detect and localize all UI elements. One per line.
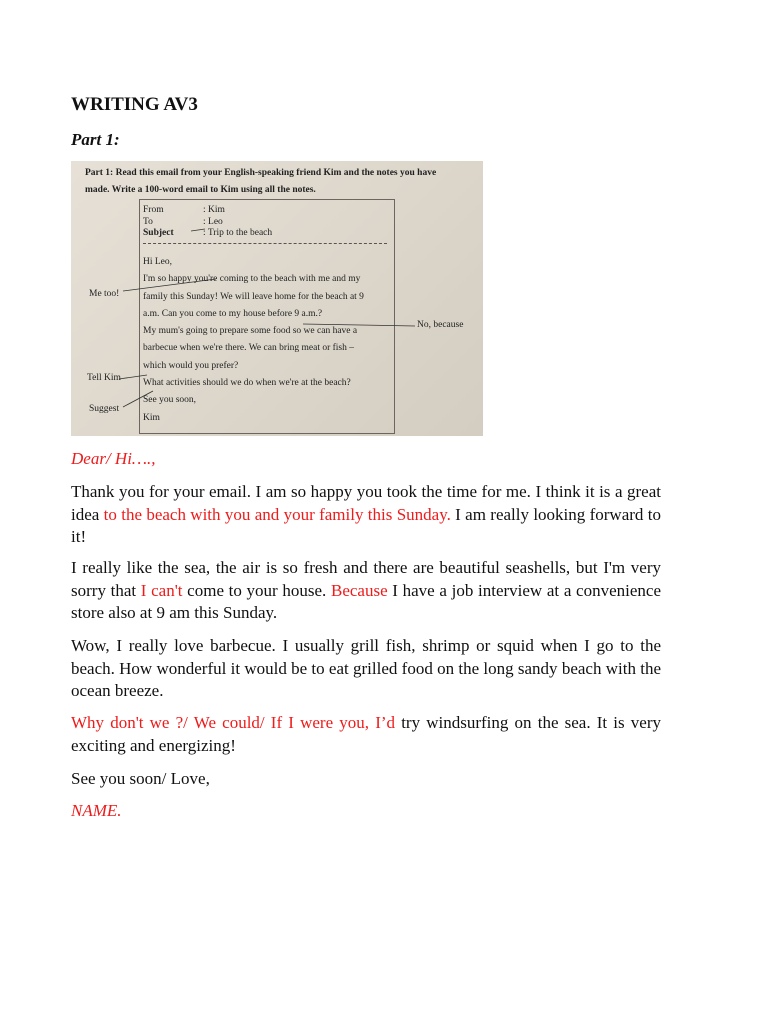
note-tell-kim: Tell Kim: [87, 373, 121, 383]
from-label: From: [143, 205, 164, 215]
from-value: : Kim: [203, 205, 225, 215]
highlighted-text: Because: [330, 580, 388, 600]
annotation-line: [123, 391, 153, 407]
email-line: barbecue when we're there. We can bring meat or fish –: [143, 343, 354, 354]
note-no-because: No, because: [417, 320, 464, 330]
document-title: WRITING AV3: [71, 94, 198, 115]
note-suggest: Suggest: [89, 404, 120, 414]
email-line: Kim: [143, 412, 160, 423]
email-line: I'm so happy you're coming to the beach with me and my: [143, 274, 361, 285]
email-line: What activities should we do when we're at the beach?: [143, 378, 351, 389]
to-value: : Leo: [203, 216, 223, 227]
email-line: family this Sunday! We will leave home for the beach at 9: [143, 291, 364, 302]
annotation-line: [123, 279, 216, 291]
email-line: My mum's going to prepare some food so we can have a: [143, 326, 358, 337]
subject-label: Subject: [143, 228, 174, 238]
text-run: Thank you for your email. I am so happy you took the time for me. I think it is a great idea: [71, 482, 661, 524]
letter-signature: NAME.: [71, 801, 122, 820]
letter-closing: See you soon/ Love,: [71, 769, 210, 788]
text-run: try windsurfing on the sea. It is very exciting and energizing!: [71, 713, 662, 755]
letter-paragraph-1: [71, 481, 661, 549]
email-line: Hi Leo,: [143, 257, 173, 267]
subject-value: : Trip to the beach: [203, 228, 273, 238]
annotation-line: [191, 229, 205, 231]
instruction-line: Part 1: Read this email from your English-speaking friend Kim and the notes you have: [85, 168, 437, 178]
annotation-lines: [71, 161, 483, 436]
letter-greeting: Dear/ Hi….,: [71, 449, 156, 468]
letter-paragraph-3: Wow, I really love barbecue. I usually grill fish, shrimp or squid when I go to the beach. How wonderful it would be to eat grilled food on the long sandy beach with the ocean breeze.: [71, 636, 661, 701]
highlighted-text: to the beach with you and your family this Sunday.: [103, 504, 451, 524]
letter-paragraph-4: [71, 712, 661, 757]
text-run: come to your house.: [182, 580, 331, 600]
note-me-too: Me too!: [89, 289, 120, 299]
part-heading: Part 1:: [71, 130, 120, 149]
instruction-line: made. Write a 100-word email to Kim using all the notes.: [85, 185, 316, 195]
highlighted-text: I can't: [140, 580, 183, 600]
text-run: I really like the sea, the air is so fresh and there are beautiful seashells, but I'm very sorry that: [71, 558, 661, 600]
text-run: I have a job interview at a convenience store also at 9 am this Sunday.: [71, 580, 661, 623]
text-run: I am really looking forward to it!: [71, 504, 661, 547]
annotation-line: [303, 324, 415, 326]
exercise-photo: [71, 161, 483, 436]
to-label: To: [143, 216, 153, 227]
email-line: which would you prefer?: [143, 360, 239, 371]
email-line: See you soon,: [143, 395, 197, 406]
highlighted-text: Why don't we ?/ We could/ If I were you, I’d: [71, 713, 396, 732]
email-line: a.m. Can you come to my house before 9 a.m.?: [143, 308, 323, 319]
annotation-line: [119, 375, 147, 379]
letter-paragraph-2: [71, 557, 661, 625]
